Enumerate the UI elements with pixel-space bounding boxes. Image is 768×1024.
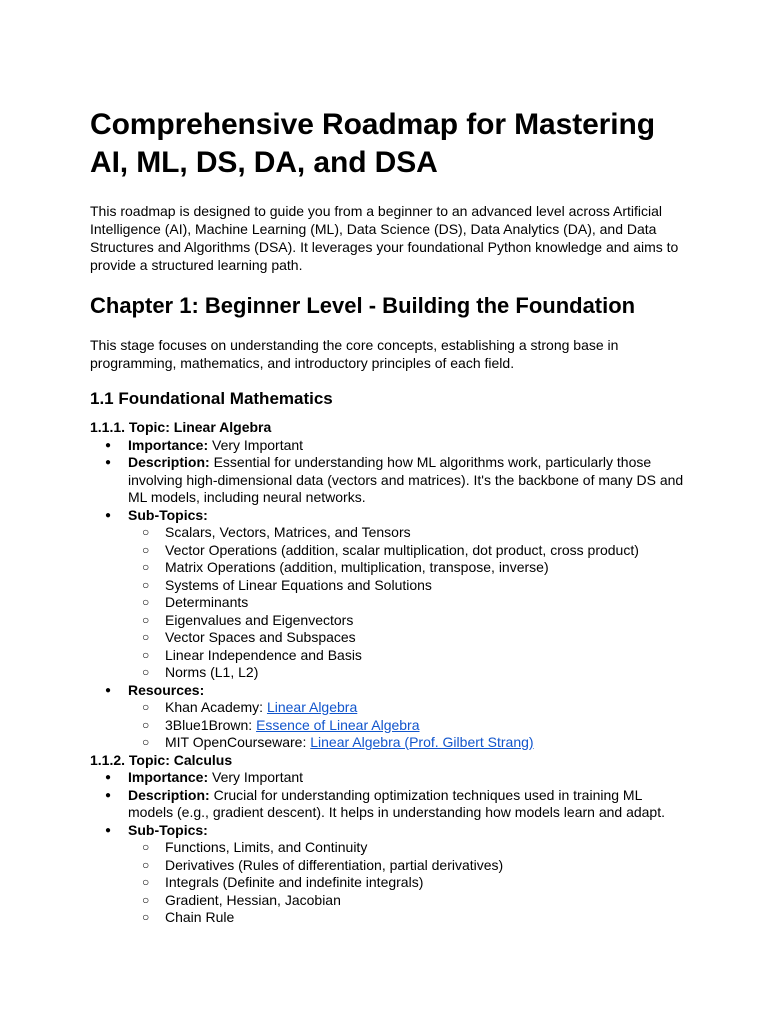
subtopic-item: ○ Chain Rule (128, 909, 690, 927)
importance-value: Very Important (212, 769, 304, 785)
subtopic-item: ○ Vector Operations (addition, scalar multiplication, dot product, cross product) (128, 542, 690, 560)
description-text: Crucial for understanding optimization techniques used in training ML models (e.g., gradient descent). It helps in understanding how models learn and adapt. (128, 786, 665, 820)
subtopic-item: ○ Matrix Operations (addition, multiplication, transpose, inverse) (128, 559, 690, 577)
subtopics-label: Sub-Topics: (128, 821, 208, 838)
subtopic-item: ○ Derivatives (Rules of differentiation, partial derivatives) (128, 857, 690, 875)
description-text: Essential for understanding how ML algorithms work, particularly those involving high-dimensional data (vectors and matrices). It's the backbone of many DS and ML models, including neural networks. (128, 454, 684, 505)
resource-source: Khan Academy: (165, 699, 267, 715)
subtopic-item: ○ Integrals (Definite and indefinite integrals) (128, 874, 690, 892)
subtopic-item: ○ Linear Independence and Basis (128, 647, 690, 665)
subtopic-item: ○ Functions, Limits, and Continuity (128, 839, 690, 857)
resource-item (128, 734, 690, 752)
description-label: Description: (128, 454, 210, 470)
subtopic-item: ○ Norms (L1, L2) (128, 664, 690, 682)
chapter-intro-paragraph: This stage focuses on understanding the core concepts, establishing a strong base in programming, mathematics, and introductory principles of each field. (90, 337, 619, 371)
description-item (90, 787, 690, 822)
topic-title: 1.1.2. Topic: Calculus (90, 751, 233, 768)
resource-item (128, 699, 690, 717)
importance-item (90, 437, 690, 455)
importance-label: Importance: (128, 769, 209, 785)
topic-linear-algebra (90, 419, 690, 752)
subtopic-item: ○ Eigenvalues and Eigenvectors (128, 612, 690, 630)
resources-list (128, 699, 690, 752)
importance-label: Importance: (128, 436, 209, 453)
resource-source: 3Blue1Brown: (165, 716, 257, 733)
subtopics-item (90, 822, 690, 927)
chapter-heading: Chapter 1: Beginner Level - Building the Foundation (90, 293, 636, 318)
subtopic-item: ○ Gradient, Hessian, Jacobian (128, 892, 690, 910)
resources-item (90, 682, 690, 752)
resources-label: Resources: (128, 681, 205, 698)
resource-link-mit-ocw[interactable]: Linear Algebra (Prof. Gilbert Strang) (310, 734, 534, 750)
importance-item (90, 769, 690, 787)
resource-link-3blue1brown[interactable]: Essence of Linear Algebra (256, 716, 420, 733)
intro-paragraph: This roadmap is designed to guide you from a beginner to an advanced level across Artificial Intelligence (AI), Machine Learning (ML), Data Science (DS), Data Analytics (DA), and Data Structures and Algorithms (DSA). It leverages your foundational Python knowledge and aims to provide a structured learning path. (90, 203, 679, 273)
subtopics-list (128, 839, 690, 927)
subtopic-item: ○ Vector Spaces and Subspaces (128, 629, 690, 647)
resource-source: MIT OpenCourseware: (165, 734, 311, 750)
topic-details-list (90, 437, 690, 752)
topic-calculus (90, 752, 690, 927)
description-label: Description: (128, 786, 210, 803)
topic-title: 1.1.1. Topic: Linear Algebra (90, 419, 272, 435)
subtopic-item: ○ Systems of Linear Equations and Solutions (128, 577, 690, 595)
subtopics-list (128, 524, 690, 682)
importance-value: Very Important (212, 436, 304, 453)
document-page (90, 106, 690, 927)
subtopic-item: ○ Scalars, Vectors, Matrices, and Tensors (128, 524, 690, 542)
subtopics-item (90, 507, 690, 682)
page-title: Comprehensive Roadmap for Mastering AI, ML, DS, DA, and DSA (90, 108, 655, 179)
description-item (90, 454, 690, 507)
resource-link-khan-academy[interactable]: Linear Algebra (266, 699, 358, 715)
topic-details-list (90, 769, 690, 927)
subtopic-item: ○ Determinants (128, 594, 690, 612)
subtopics-label: Sub-Topics: (128, 506, 208, 523)
resource-item (128, 717, 690, 735)
section-heading: 1.1 Foundational Mathematics (90, 389, 333, 408)
